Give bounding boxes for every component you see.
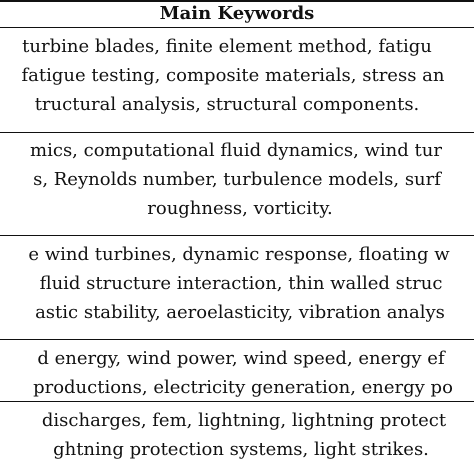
keyword-line: discharges, fem, lightning, lightning protect xyxy=(41,410,447,431)
row-divider xyxy=(0,401,474,402)
table-row xyxy=(0,240,474,327)
table-header-main-keywords: Main Keywords xyxy=(159,3,315,24)
keyword-line: tructural analysis, structural components. xyxy=(34,94,420,115)
keyword-line: turbine blades, finite element method, fatigu xyxy=(22,36,432,57)
row-divider xyxy=(0,132,474,133)
table-row xyxy=(0,136,474,223)
keyword-line: fatigue testing, composite materials, stress an xyxy=(21,65,445,86)
keyword-line: mics, computational fluid dynamics, wind tur xyxy=(30,140,442,161)
keyword-line: astic stability, aeroelasticity, vibration analys xyxy=(35,302,445,323)
keyword-line: s, Reynolds number, turbulence models, surf xyxy=(33,169,441,190)
table-row xyxy=(0,32,474,119)
keyword-line: ghtning protection systems, light strikes. xyxy=(53,439,429,460)
keyword-line: productions, electricity generation, energy po xyxy=(33,377,453,398)
keyword-line: fluid structure interaction, thin walled struc xyxy=(39,273,443,294)
table-row xyxy=(0,344,474,402)
header-divider xyxy=(0,27,474,28)
row-divider xyxy=(0,235,474,236)
row-divider xyxy=(0,339,474,340)
keyword-line: e wind turbines, dynamic response, floating w xyxy=(28,244,450,265)
keyword-line: roughness, vorticity. xyxy=(147,198,333,219)
table-row xyxy=(0,406,474,464)
keyword-line: d energy, wind power, wind speed, energy ef xyxy=(37,348,445,369)
